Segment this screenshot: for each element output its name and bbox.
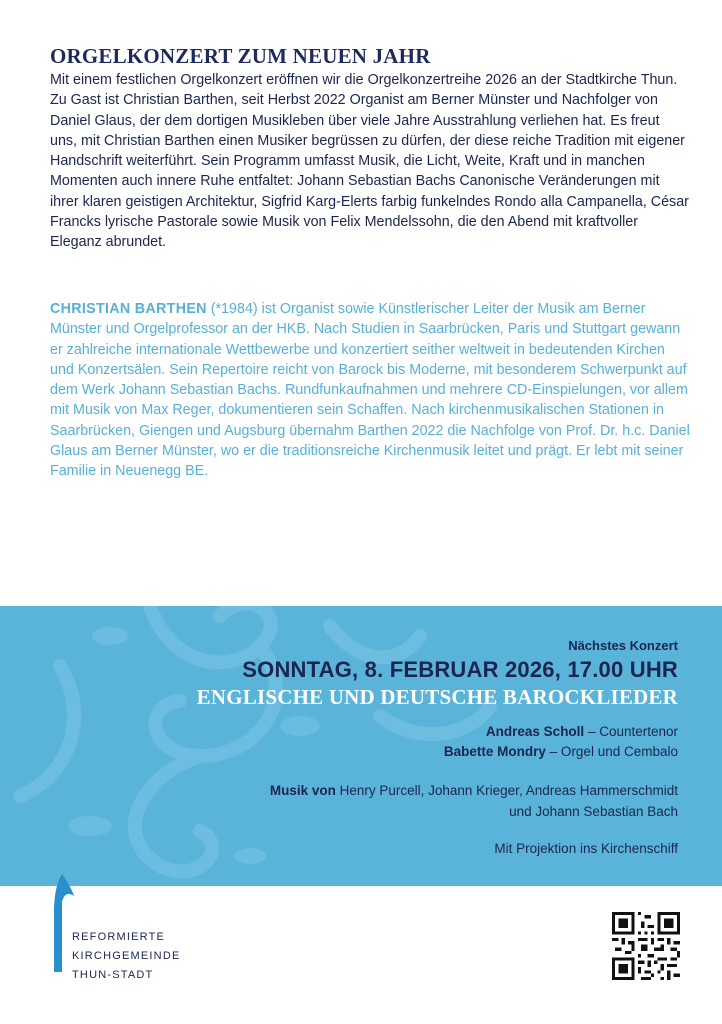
- performer-name: Andreas Scholl: [485, 724, 585, 739]
- music-composers: Henry Purcell, Johann Krieger, Andreas Hammerschmidt: [335, 783, 678, 798]
- performer-item: [118, 742, 678, 762]
- church-name-line: THUN-STADT: [72, 969, 154, 981]
- artist-bio: [50, 299, 690, 482]
- concert-title: ORGELKONZERT ZUM NEUEN JAHR: [50, 44, 431, 68]
- church-name-line: KIRCHGEMEINDE: [72, 950, 181, 962]
- next-concert-info: [118, 636, 678, 859]
- artist-name: CHRISTIAN BARTHEN: [50, 301, 207, 317]
- performer-item: [118, 722, 678, 742]
- next-concert-date: SONNTAG, 8. FEBRUAR 2026, 17.00 UHR: [242, 657, 678, 682]
- next-concert-label: Nächstes Konzert: [568, 638, 678, 653]
- performer-role: – Countertenor: [584, 724, 678, 739]
- music-composers-cont: und Johann Sebastian Bach: [509, 804, 678, 819]
- church-name-line: REFORMIERTE: [72, 931, 166, 943]
- performer-list: [118, 722, 678, 762]
- performer-role: – Orgel und Cembalo: [545, 744, 678, 759]
- concert-intro: Mit einem festlichen Orgelkonzert eröffnen wir die Orgelkonzertreihe 2026 an der Stadtkirche Thun. Zu Gast ist Christian Barthen, seit Herbst 2022 Organist am Berner Münster und Nachfolger von Daniel Glaus, der dem dortigen Musikleben über viele Jahre Ausstrahlung verliehen hat. Es freut uns, mit Christian Barthen einen Musiker begrüssen zu dürfen, der diese reiche Tradition mit eigener Handschrift weiterführt. Sein Programm umfasst Musik, die Licht, Weite, Kraft und in manchen Momenten auch innere Ruhe entfaltet: Johann Sebastian Bachs Canonische Veränderungen mit ihrer klaren geistigen Architektur, Sigfrid Karg-Elerts farbig funkelndes Rondo alla Campanella, César Francks lyrische Pastorale sowie Musik von Felix Mendelssohn, die den Abend mit kraftvoller Eleganz abrundet.: [50, 72, 689, 251]
- next-concert-title: ENGLISCHE UND DEUTSCHE BAROCKLIEDER: [196, 685, 678, 709]
- music-label: Musik von: [269, 783, 336, 798]
- music-program: [118, 780, 678, 822]
- church-logo: [50, 872, 250, 992]
- artist-bio-text: (*1984) ist Organist sowie Künstlerischer Leiter der Musik am Berner Münster und Orgelprofessor an der HKB. Nach Studien in Saarbrücken, Paris und Stuttgart gewann er zahlreiche internationale Wettbewerbe und konzertiert seither weltweit in bedeutenden Kirchen und Konzertsälen. Sein Repertoire reicht von Barock bis Moderne, mit besonderem Schwerpunkt auf dem Werk Johann Sebastian Bachs. Rundfunkaufnahmen und mehrere CD-Einspielungen, vor allem mit Musik von Max Reger, dokumentieren sein Schaffen. Nach kirchenmusikalischen Stationen in Saarbrücken, Giengen und Augsburg übernahm Barthen 2022 die Nachfolge von Prof. Dr. h.c. Daniel Glaus am Berner Münster, wo er die traditionsreiche Kirchenmusik leitet und prägt. Er lebt mit seiner Familie in Neuenegg BE.: [50, 301, 690, 480]
- performer-name: Babette Mondry: [443, 744, 546, 759]
- projection-note: Mit Projektion ins Kirchenschiff: [494, 841, 678, 856]
- church-name: [72, 928, 181, 985]
- qr-code-icon: [612, 912, 680, 980]
